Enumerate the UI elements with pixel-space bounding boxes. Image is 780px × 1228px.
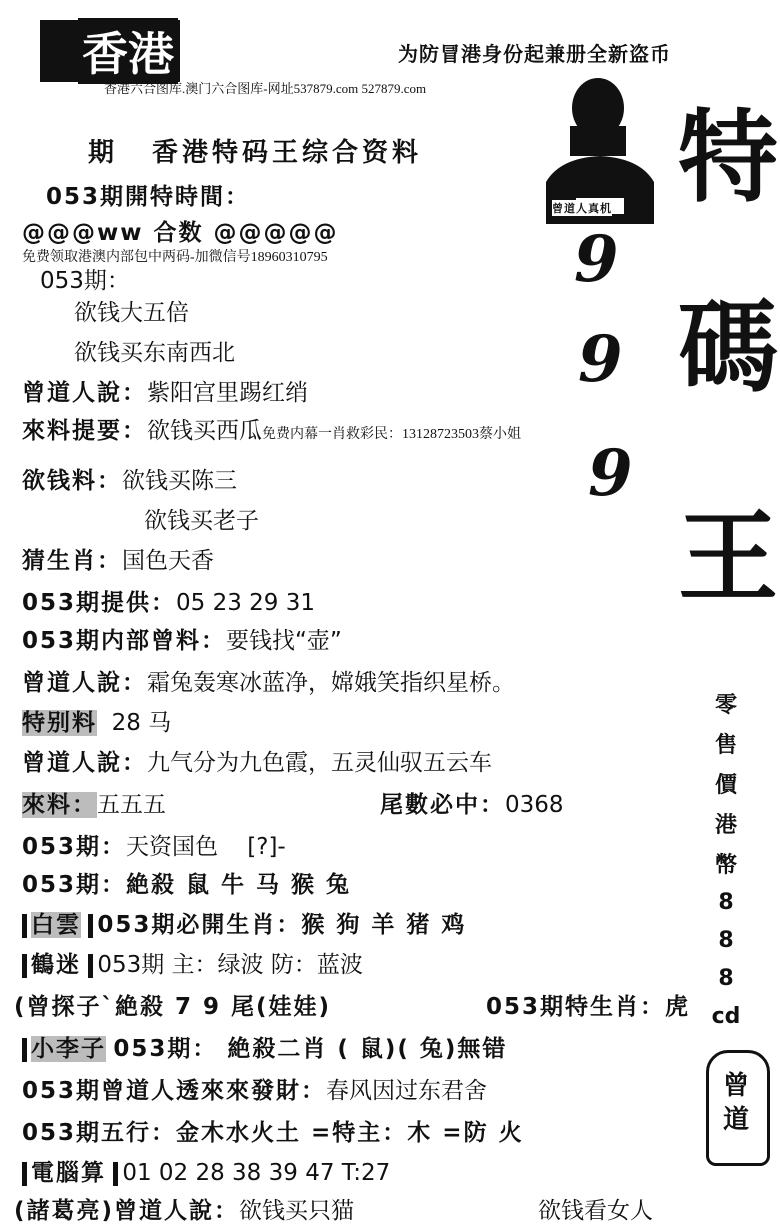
kill-zodiac-line [22, 866, 351, 899]
zeng-text-2: 霜兔轰寒冰蓝净，嫦娥笑指织星桥。 [147, 670, 515, 696]
riddle-line-1: 欲钱大五倍 [74, 300, 189, 326]
xiaolizi-line [22, 1030, 507, 1063]
tail-number-line [380, 786, 564, 819]
price-char-7: 8 [718, 966, 734, 991]
bar-marker [88, 954, 93, 978]
zeng-line-1 [22, 374, 308, 407]
zodiac-guess-label: 猜生肖： [22, 548, 122, 574]
nine-1: 9 [574, 222, 619, 297]
nine-3: 9 [588, 436, 633, 511]
hemi-line [22, 946, 363, 979]
bar-marker [113, 1162, 118, 1186]
zhuge-label: (諸葛亮) [14, 1198, 115, 1224]
inside-label: 053期内部曾料： [22, 628, 227, 654]
promo-phone: 免费内幕一肖救彩民：13128723503蔡小姐 [262, 427, 521, 442]
tail-number-text: 0368 [505, 792, 564, 818]
riddle-line-2: 欲钱买东南西北 [74, 340, 235, 366]
price-char-5: 8 [718, 890, 734, 915]
baiyun-line [22, 906, 466, 939]
computer-label: 電腦算 [31, 1160, 106, 1186]
price-char-0: 零 [714, 693, 737, 718]
zhuge-right: 欲钱看女人 [538, 1198, 653, 1224]
open-time-line: 053期開特時間： [46, 184, 251, 210]
source-label: 來料提要： [22, 418, 147, 444]
wealth-text: 春风因过东君舍 [326, 1078, 488, 1104]
wealth-line [22, 1072, 487, 1105]
bar-marker [22, 914, 27, 938]
zeng-line-3 [22, 744, 492, 777]
xiaolizi-text: 053期： 絶殺二肖 ( 鼠)( 兔)無错 [113, 1036, 508, 1062]
special-label: 特别料 [22, 710, 97, 736]
tianzi-text: 天资国色 [126, 834, 219, 860]
special-text: 28 马 [111, 710, 172, 736]
source-line [22, 412, 521, 445]
at-sign-line: @@@ww 合数 @@@@@ [22, 220, 339, 246]
price-char-8: cd [711, 1004, 741, 1029]
tanzi-text: 絶殺 7 9 尾(娃娃) [115, 994, 332, 1020]
source-text: 欲钱买西瓜 [147, 418, 262, 444]
wuxing-text: 金木水火土 =特主：木 =防 火 [176, 1120, 524, 1146]
provide-text: 05 23 29 31 [176, 590, 316, 616]
bar-marker [88, 914, 93, 938]
tanzi-line [14, 988, 331, 1021]
zeng-text-1: 紫阳宫里踢红绡 [147, 380, 308, 406]
tianzi-label: 053期： [22, 834, 127, 860]
laiyue-line [22, 786, 166, 819]
baiyun-label: 白雲 [31, 912, 81, 938]
big-char-wang: 王 [678, 499, 778, 616]
top-slogan: 为防冒港身份起兼册全新盗币 [398, 42, 671, 66]
zeng-line-2 [22, 664, 515, 697]
price-char-1: 售 [714, 733, 737, 758]
zeng-label-3: 曾道人說： [22, 750, 147, 776]
page-title: 香港特码王综合资料 [152, 138, 423, 168]
tail-number-label: 尾數必中： [380, 792, 505, 818]
big-char-ma: 碼 [678, 289, 778, 406]
tanzi-right: 053期特生肖：虎 [486, 994, 691, 1020]
wuxing-line [22, 1114, 524, 1147]
price-char-4: 幣 [714, 853, 737, 878]
big-char-te: 特 [678, 99, 778, 216]
computer-line [22, 1154, 390, 1187]
zeng-label-2: 曾道人說： [22, 670, 147, 696]
portrait-caption: 曾道人真机 [552, 202, 612, 215]
nine-2: 9 [578, 322, 623, 397]
bar-marker [22, 1162, 27, 1186]
hemi-text: 053期 主：绿波 防：蓝波 [97, 952, 363, 978]
inside-line [22, 622, 342, 655]
price-char-6: 8 [718, 928, 734, 953]
bar-marker [22, 1038, 27, 1062]
wuxing-label: 053期五行： [22, 1120, 177, 1146]
zeng-text-3: 九气分为九色霞，五灵仙驭五云车 [147, 750, 492, 776]
xiaolizi-label: 小李子 [31, 1036, 106, 1062]
yuqian-text: 欲钱买陈三 [122, 468, 237, 494]
bar-marker [22, 954, 27, 978]
provide-line [22, 584, 315, 617]
zhuge-line [14, 1192, 354, 1225]
wealth-label: 053期曾道人透來來發財： [22, 1078, 327, 1104]
seal-text: 曾道 [722, 1071, 749, 1135]
provide-label: 053期提供： [22, 590, 177, 616]
zeng-label-1: 曾道人說： [22, 380, 147, 406]
tianzi-line [22, 828, 286, 861]
kill-zodiac-text: 絶殺 鼠 牛 马 猴 兔 [126, 872, 352, 898]
laiyue-text: 五五五 [97, 792, 166, 818]
computer-text: 01 02 28 38 39 47 T:27 [122, 1160, 391, 1186]
promo-wechat: 免费领取港澳内部包中两码-加微信号18960310795 [22, 250, 328, 265]
period-line: 053期： [40, 268, 130, 294]
inside-text: 要钱找“壶” [226, 628, 342, 654]
kill-zodiac-label: 053期： [22, 872, 127, 898]
title-prefix: 期 [88, 138, 115, 168]
special-line [22, 704, 171, 737]
yuqian-line-2: 欲钱买老子 [144, 508, 259, 534]
zodiac-guess-line [22, 542, 214, 575]
price-char-2: 價 [714, 773, 737, 798]
site-line: 香港六合图库.澳门六合图库-网址537879.com 527879.com [104, 81, 427, 96]
baiyun-text: 053期必開生肖：猴 狗 羊 猪 鸡 [97, 912, 467, 938]
logo-text: 香港 [78, 18, 178, 84]
yuqian-label: 欲钱料： [22, 468, 122, 494]
tianzi-mark: [?]- [247, 834, 286, 860]
zhuge-text: 欲钱买只猫 [239, 1198, 355, 1224]
zodiac-guess-text: 国色天香 [122, 548, 214, 574]
laiyue-label: 來料： [22, 792, 97, 818]
hemi-label: 鶴迷 [31, 952, 81, 978]
tanzi-label: (曾探子` [14, 994, 116, 1020]
yuqian-line [22, 462, 237, 495]
price-char-3: 港 [714, 813, 737, 838]
zhuge-mid: 曾道人說： [114, 1198, 240, 1224]
